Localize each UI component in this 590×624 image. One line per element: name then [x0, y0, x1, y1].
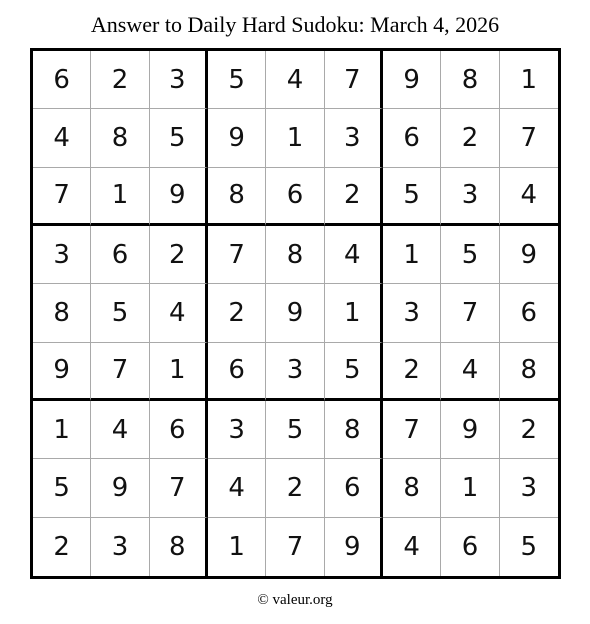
sudoku-cell: 6	[33, 51, 91, 109]
sudoku-cell: 7	[266, 518, 324, 576]
sudoku-cell: 5	[520, 531, 538, 562]
sudoku-cell: 2	[208, 284, 266, 342]
sudoku-cell: 2	[441, 109, 499, 167]
sudoku-cell: 9	[91, 459, 149, 517]
sudoku-cell: 7	[383, 401, 441, 459]
sudoku-cell: 2	[266, 459, 324, 517]
sudoku-cell: 1	[91, 168, 149, 226]
sudoku-cell: 1	[33, 401, 91, 459]
copyright-footer: © valeur.org	[257, 592, 333, 608]
sudoku-cell: 1	[500, 51, 558, 109]
sudoku-cell: 1	[266, 109, 324, 167]
sudoku-cell: 3	[325, 109, 383, 167]
sudoku-cell: 2	[325, 168, 383, 226]
sudoku-cell: 5	[150, 109, 208, 167]
sudoku-cell: 1	[150, 343, 208, 401]
sudoku-cell: 8	[150, 518, 208, 576]
sudoku-cell: 8	[441, 51, 499, 109]
sudoku-cell: 2	[91, 51, 149, 109]
sudoku-cell: 5	[33, 459, 91, 517]
sudoku-cell: 7	[208, 226, 266, 284]
sudoku-cell: 6	[500, 284, 558, 342]
sudoku-cell: 3	[33, 226, 91, 284]
sudoku-cell: 8	[325, 401, 383, 459]
sudoku-cell: 6	[383, 109, 441, 167]
sudoku-cell: 3	[500, 459, 558, 517]
sudoku-cell: 4	[266, 51, 324, 109]
sudoku-grid	[30, 48, 561, 579]
sudoku-cell: 7	[91, 343, 149, 401]
sudoku-cell: 3	[208, 401, 266, 459]
sudoku-cell: 2	[33, 518, 91, 576]
sudoku-cell: 9	[500, 226, 558, 284]
sudoku-cell: 5	[266, 401, 324, 459]
sudoku-cell: 2	[383, 343, 441, 401]
sudoku-cell: 4	[500, 168, 558, 226]
sudoku-cell: 6	[150, 401, 208, 459]
sudoku-cell: 8	[33, 284, 91, 342]
sudoku-cell: 6	[266, 168, 324, 226]
sudoku-cell: 3	[266, 343, 324, 401]
sudoku-cell: 1	[208, 518, 266, 576]
sudoku-cell: 7	[500, 109, 558, 167]
sudoku-cell: 4	[150, 284, 208, 342]
page-title: Answer to Daily Hard Sudoku: March 4, 2026	[90, 12, 500, 37]
sudoku-cell: 3	[91, 518, 149, 576]
sudoku-cell: 1	[383, 226, 441, 284]
sudoku-cell: 6	[441, 518, 499, 576]
sudoku-cell: 4	[33, 109, 91, 167]
sudoku-cell: 6	[91, 226, 149, 284]
sudoku-cell: 8	[208, 168, 266, 226]
sudoku-cell: 5	[325, 343, 383, 401]
sudoku-cell: 5	[91, 284, 149, 342]
sudoku-cell: 2	[500, 401, 558, 459]
sudoku-cell: 7	[33, 168, 91, 226]
sudoku-cell: 6	[208, 343, 266, 401]
sudoku-cell: 9	[150, 168, 208, 226]
sudoku-cell: 5	[383, 168, 441, 226]
sudoku-cell: 6	[325, 459, 383, 517]
sudoku-cell: 1	[325, 284, 383, 342]
sudoku-cell: 9	[266, 284, 324, 342]
sudoku-cell: 3	[383, 284, 441, 342]
sudoku-cell: 4	[441, 343, 499, 401]
sudoku-cell: 4	[91, 401, 149, 459]
sudoku-cell: 8	[91, 109, 149, 167]
sudoku-cell: 5	[208, 51, 266, 109]
sudoku-cell: 4	[325, 226, 383, 284]
sudoku-cell: 2	[150, 226, 208, 284]
sudoku-cell: 9	[33, 343, 91, 401]
sudoku-cell: 9	[383, 51, 441, 109]
sudoku-cell: 8	[383, 459, 441, 517]
sudoku-cell: 5	[441, 226, 499, 284]
sudoku-cell: 1	[441, 459, 499, 517]
sudoku-cell: 3	[441, 168, 499, 226]
sudoku-cell: 9	[325, 518, 383, 576]
sudoku-cell: 4	[208, 459, 266, 517]
sudoku-cell: 4	[383, 518, 441, 576]
sudoku-cell: 3	[150, 51, 208, 109]
sudoku-cell: 7	[441, 284, 499, 342]
sudoku-cell: 8	[500, 343, 558, 401]
sudoku-cell: 9	[208, 109, 266, 167]
sudoku-cell: 7	[150, 459, 208, 517]
sudoku-cell: 8	[266, 226, 324, 284]
sudoku-cell: 9	[441, 401, 499, 459]
sudoku-cell: 7	[325, 51, 383, 109]
